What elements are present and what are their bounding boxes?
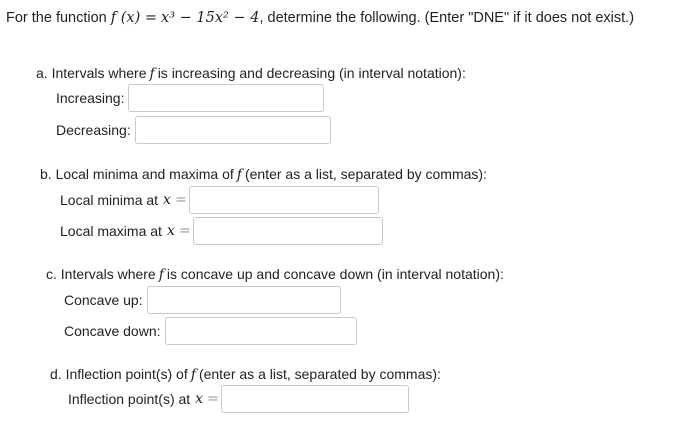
concave-up-input[interactable] [147, 286, 341, 314]
concave-down-row [64, 317, 357, 345]
prompt-lead: For the function [6, 10, 107, 26]
decreasing-input[interactable] [135, 116, 331, 144]
inflection-row [68, 385, 409, 413]
increasing-row [56, 84, 324, 112]
concave-up-label: Concave up: [64, 292, 143, 308]
x-variable: x [163, 192, 171, 208]
x-variable: x [166, 223, 175, 239]
increasing-label: Increasing: [56, 90, 125, 106]
local-maxima-label: Local maxima at [60, 223, 162, 239]
concave-down-label: Concave down: [64, 323, 161, 339]
question-prompt [6, 10, 634, 26]
local-maxima-input[interactable] [193, 217, 383, 245]
inflection-label: Inflection point(s) at [68, 391, 191, 407]
decreasing-label: Decreasing: [56, 122, 131, 138]
concave-down-input[interactable] [165, 317, 357, 345]
local-minima-label: Local minima at [60, 192, 159, 208]
f-symbol: f [236, 167, 242, 183]
equals-sign: = [207, 391, 219, 407]
increasing-input[interactable] [128, 84, 324, 112]
local-minima-row [60, 186, 379, 214]
f-symbol: f [190, 367, 196, 383]
inflection-input[interactable] [221, 385, 409, 413]
concave-up-row [64, 286, 341, 314]
equals-sign: = [174, 192, 187, 208]
section-b-title: b. Local minima and maxima of f (enter as a list, separated by commas): [40, 166, 487, 183]
local-maxima-row [60, 217, 383, 245]
f-symbol: f [158, 267, 164, 283]
decreasing-row [56, 116, 331, 144]
equals-sign: = [178, 223, 191, 239]
local-minima-input[interactable] [189, 186, 379, 214]
section-d-title: d. Inflection point(s) of f (enter as a list, separated by commas): [50, 366, 441, 383]
prompt-tail: , determine the following. (Enter "DNE" if it does not exist.) [259, 10, 635, 26]
function-lhs: f (x) = [110, 10, 158, 26]
function-expression: x³ − 15x² − 4 [161, 10, 260, 26]
f-symbol: f [149, 66, 155, 82]
x-variable: x [195, 391, 204, 407]
section-c-title: c. Intervals where f is concave up and concave down (in interval notation): [46, 266, 504, 283]
section-a-title: a. Intervals where f is increasing and decreasing (in interval notation): [36, 65, 466, 82]
